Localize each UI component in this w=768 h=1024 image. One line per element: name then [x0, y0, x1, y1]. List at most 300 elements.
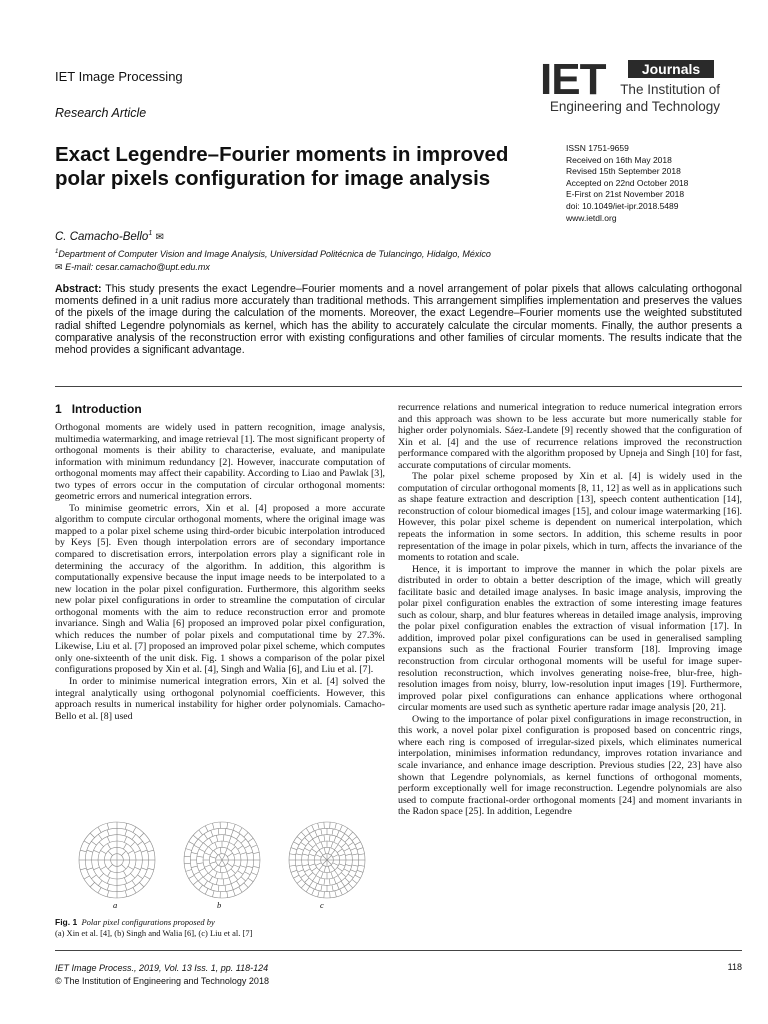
sector-line: [90, 833, 94, 837]
sector-line: [318, 891, 320, 897]
article-type: Research Article: [55, 106, 147, 120]
website-link[interactable]: www.ietdl.org: [566, 212, 617, 223]
sector-line: [357, 870, 363, 872]
sector-line: [244, 832, 248, 837]
sector-line: [358, 854, 364, 855]
sector-line: [133, 827, 136, 832]
sector-line: [204, 865, 210, 867]
sector-line: [98, 880, 102, 885]
sector-line: [107, 823, 109, 829]
sector-line: [296, 854, 302, 855]
sector-line: [218, 885, 219, 891]
sector-line: [291, 848, 297, 850]
sector-line: [297, 879, 302, 883]
sector-line: [321, 829, 322, 835]
sector-line: [218, 829, 219, 835]
sector-line: [214, 865, 218, 870]
sector-line: [251, 872, 257, 874]
sector-line: [225, 848, 228, 854]
sector-line: [344, 828, 347, 833]
logo-institution-line1: The Institution of: [620, 82, 720, 97]
sector-line: [137, 841, 142, 845]
sector-line: [90, 882, 94, 886]
article-meta: [566, 143, 746, 224]
sector-line: [139, 882, 143, 886]
sector-line: [238, 846, 243, 850]
sector-line: [321, 885, 322, 891]
sector-line: [345, 854, 351, 856]
sector-line: [204, 834, 208, 839]
polar-pixel-diagrams: [65, 820, 380, 900]
sector-line: [309, 854, 315, 856]
sector-line: [124, 837, 126, 843]
polar-disk-c: [289, 822, 365, 898]
sector-line: [184, 863, 190, 864]
caption-label: Fig. 1: [55, 917, 78, 927]
sector-line: [189, 842, 195, 845]
sector-line: [338, 876, 342, 881]
sector-line: [212, 823, 214, 829]
sector-line: [234, 865, 240, 867]
sector-line: [334, 878, 336, 884]
sector-line: [329, 835, 330, 841]
paper-title: Exact Legendre–Fourier moments in improved polar pixels configuration for image analysis: [55, 143, 509, 190]
footer-divider: [55, 950, 742, 951]
sector-line: [309, 864, 315, 866]
sector-line: [324, 848, 325, 854]
sector-line: [344, 848, 350, 851]
sector-line: [330, 822, 331, 828]
sector-line: [148, 868, 154, 870]
sector-line: [305, 848, 311, 851]
sector-line: [239, 887, 242, 892]
sector-line: [324, 835, 325, 841]
sector-line: [319, 865, 323, 870]
sector-line: [331, 865, 335, 870]
sector-line: [234, 853, 240, 855]
sector-line: [84, 876, 89, 879]
sector-line: [107, 878, 109, 884]
sector-line: [125, 891, 127, 897]
sector-line: [91, 841, 96, 845]
section-heading: [55, 402, 142, 416]
sector-line: [219, 860, 222, 865]
sector-line: [234, 840, 238, 845]
sector-line: [220, 866, 221, 872]
accepted-date: Accepted on 22nd October 2018: [566, 177, 689, 188]
sector-line: [337, 831, 339, 837]
sector-line: [227, 872, 229, 878]
sector-line: [94, 867, 100, 869]
sector-line: [305, 869, 311, 872]
sector-line: [216, 879, 217, 885]
sector-line: [248, 838, 253, 842]
sector-line: [241, 877, 246, 881]
sector-line: [335, 891, 337, 897]
sector-line: [315, 831, 317, 837]
sector-line: [231, 884, 233, 890]
sector-line: [357, 848, 363, 850]
sector-line: [358, 865, 364, 866]
sector-line: [220, 847, 221, 853]
sector-line: [209, 876, 212, 881]
sector-line: [348, 842, 353, 846]
sector-line: [321, 872, 323, 878]
sector-line: [227, 842, 229, 848]
sector-line: [334, 870, 338, 875]
sector-line: [227, 853, 232, 856]
sector-line: [108, 851, 112, 855]
sector-line: [302, 854, 308, 856]
sector-line: [144, 841, 149, 844]
sector-line: [253, 852, 259, 853]
sector-line: [107, 837, 109, 843]
journal-name: IET Image Processing: [55, 69, 183, 84]
figure-caption: [55, 917, 375, 939]
sector-line: [130, 873, 134, 877]
sector-line: [316, 870, 320, 875]
sector-line: [225, 829, 226, 835]
figure-label-b: b: [217, 900, 222, 910]
sector-line: [135, 850, 141, 852]
issn: ISSN 1751-9659: [566, 143, 629, 153]
sector-line: [309, 881, 313, 886]
sector-line: [308, 843, 313, 847]
sector-line: [332, 829, 333, 835]
sector-line: [344, 869, 350, 872]
sector-line: [215, 842, 217, 848]
sector-line: [204, 881, 208, 886]
sector-line: [123, 844, 126, 849]
sector-line: [327, 856, 331, 860]
polar-disk-a: [79, 822, 155, 898]
logo-journals-badge: Journals: [628, 60, 714, 78]
sector-line: [98, 827, 101, 832]
sector-line: [222, 855, 225, 860]
sector-line: [341, 843, 346, 847]
sector-line: [345, 878, 349, 882]
sector-line: [137, 875, 142, 879]
sector-line: [233, 890, 235, 896]
sector-line: [132, 834, 136, 839]
sector-line: [199, 885, 203, 890]
sector-line: [352, 879, 357, 883]
figure-1: [65, 820, 380, 920]
sector-line: [125, 884, 127, 890]
left-column: [55, 422, 385, 722]
sector-line: [214, 850, 218, 855]
sector-line: [130, 842, 134, 846]
sector-line: [215, 872, 217, 878]
section-title: Introduction: [71, 402, 142, 416]
sector-line: [191, 852, 197, 854]
sector-line: [333, 855, 339, 858]
sector-line: [194, 845, 200, 848]
sector-line: [334, 836, 336, 842]
polar-disk-b: [184, 822, 260, 898]
email-address[interactable]: E-mail: cesar.camacho@upt.edu.mx: [65, 262, 210, 272]
sector-line: [87, 868, 93, 870]
sector-line: [191, 866, 197, 868]
paragraph: recurrence relations and numerical integration to reduce numerical integration errors and this approach was shown to be less accurate but more numerically stable for higher order polynomials. Sáez-Landete [9] recently showed that the configuration of Xin et al. [4] and the use of recurrence relations improved the reconstruction performance compared with the algorithm proposed by Upneja and Singh [10] for fast, accurate computations of circular moments.: [398, 402, 742, 471]
page-number: 118: [727, 962, 742, 972]
sector-line: [306, 887, 309, 892]
sector-line: [329, 879, 330, 885]
sector-line: [128, 851, 133, 854]
sector-line: [91, 875, 96, 879]
sector-line: [123, 871, 126, 876]
right-column: [398, 402, 742, 818]
sector-line: [334, 845, 338, 850]
sector-line: [318, 836, 320, 842]
sector-line: [204, 853, 210, 855]
sector-line: [355, 875, 361, 878]
sector-line: [253, 866, 259, 867]
sector-line: [244, 883, 248, 888]
sector-line: [348, 832, 352, 837]
doi[interactable]: doi: 10.1049/iet-ipr.2018.5489: [566, 200, 679, 211]
sector-line: [98, 887, 101, 892]
sector-line: [132, 880, 136, 885]
received-date: Received on 16th May 2018: [566, 154, 672, 165]
paragraph: Owing to the importance of polar pixel configurations in image reconstruction, in this work, a novel polar pixel configuration is proposed based on concentric rings, where each ring is composed of irregular-sized pixels, which eliminates numerical interpolation, minimises information redundancy, improves rotation invariance and scale invariance, and enhance image description. Previous studies [22, 23] have also shown that Legendre polynomials, as kernel functions of orthogonal moments, perform exceptionally well for image reconstruction. Legendre polynomials are also used to compute fractional-order orthogonal moments [24] and moment invariants in the Radon space [25]. In addition, Legendre: [398, 713, 742, 818]
figure-label-a: a: [113, 900, 118, 910]
sector-line: [141, 850, 147, 852]
paragraph: In order to minimise numerical integration errors, Xin et al. [4] solved the integral analytically using orthogonal polynomial coefficients. However, this approach results in numerical instability for higher order polynomials. Camacho-Bello et al. [8] used: [55, 676, 385, 722]
sector-line: [331, 872, 333, 878]
sector-line: [350, 848, 356, 850]
sector-line: [301, 874, 306, 878]
sector-line: [197, 863, 203, 864]
sector-line: [331, 850, 335, 855]
sector-line: [348, 874, 353, 878]
sector-line: [144, 876, 149, 879]
sector-line: [313, 839, 317, 844]
sector-line: [316, 863, 322, 866]
sector-line: [345, 865, 351, 867]
sector-line: [212, 891, 214, 897]
sector-line: [352, 837, 357, 841]
sector-line: [197, 856, 203, 857]
sector-line: [107, 830, 109, 836]
sector-line: [210, 856, 216, 858]
sector-line: [294, 875, 300, 878]
sector-line: [205, 888, 208, 894]
paragraph: The polar pixel scheme proposed by Xin et al. [4] is widely used in the computation of circular orthogonal moments [8, 11, 12] as well as in applications such as shape feature extraction and description [13], speech content authentication [14], reconstruction of colour biomedical images [15], and colour image watermarking [16]. However, this polar pixel scheme is dependent on numerical interpolation, which repeats the information in some sectors. In addition, this scheme results in poor representation of the image in polar pixels, which in turn, affects the invariance of the moments to rotation and scale.: [398, 471, 742, 564]
figure-label-c: c: [320, 900, 324, 910]
sector-line: [316, 855, 322, 858]
sector-line: [244, 845, 250, 848]
sector-line: [80, 850, 86, 852]
sector-line: [236, 881, 240, 886]
sector-line: [323, 860, 327, 864]
sector-line: [350, 870, 356, 872]
sector-line: [121, 864, 125, 868]
sector-line: [80, 868, 86, 870]
sector-line: [338, 839, 342, 844]
sector-line: [107, 891, 109, 897]
sector-line: [341, 881, 345, 886]
sector-line: [241, 839, 246, 843]
author-name: C. Camacho-Bello: [55, 230, 149, 243]
sector-line: [135, 867, 141, 869]
sector-line: [345, 838, 349, 842]
copyright: © The Institution of Engineering and Technology 2018: [55, 976, 269, 986]
sector-line: [335, 823, 337, 829]
sector-line: [290, 865, 296, 866]
sector-line: [209, 847, 213, 851]
sector-line: [355, 842, 361, 845]
sector-line: [186, 869, 192, 871]
envelope-icon: ✉: [55, 262, 63, 272]
sector-line: [244, 872, 250, 875]
sector-line: [209, 838, 212, 843]
sector-line: [199, 849, 205, 852]
sector-line: [324, 879, 325, 885]
sector-line: [312, 867, 317, 871]
sector-line: [189, 875, 195, 878]
sector-line: [236, 834, 240, 839]
sector-line: [302, 865, 308, 867]
sector-line: [312, 825, 315, 831]
sector-line: [301, 883, 305, 888]
sector-line: [133, 887, 136, 892]
sector-line: [339, 864, 345, 866]
sector-line: [234, 875, 238, 880]
sector-line: [331, 842, 333, 848]
sector-line: [219, 855, 222, 860]
sector-line: [203, 843, 208, 847]
sector-line: [225, 885, 226, 891]
sector-line: [348, 883, 352, 888]
sector-line: [324, 822, 325, 828]
sector-line: [209, 869, 213, 873]
sector-line: [210, 862, 216, 864]
sector-line: [321, 842, 323, 848]
sector-line: [211, 884, 213, 890]
sector-line: [98, 834, 102, 839]
sector-line: [247, 852, 253, 854]
sector-line: [340, 825, 343, 831]
paragraph: To minimise geometric errors, Xin et al. [4] proposed a more accurate algorithm to compute circular orthogonal moments, where the original image was mapped to a polar pixel scheme using third-order bicubic interpolation introduced by Keys [5]. Even though interpolation errors are of secondary importance compared to discretisation errors, interpolation errors play a significant role in determining the accuracy of the algorithm. In addition, this algorithm is computationally expensive because the input image needs to be interpolated to a new location in the polar pixel configuration. Furthermore, this algorithm seeks new polar pixel configurations in order to streamline the computation of circular orthogonal moments with the aim to reduce reconstruction error and promote invariance. Singh and Walia [6] proposed an improved polar pixel configuration, which reduces the number of polar pixels and computational time by 27.3%. Likewise, Liu et al. [7] proposed an improved polar pixel scheme, which computes only one-sixteenth of the unit disk. Fig. 1 shows a comparison of the polar pixel configurations proposed by Xin et al. [4], Singh and Walia [6], and Liu et al. [7].: [55, 502, 385, 676]
sector-line: [229, 878, 231, 884]
sector-line: [352, 854, 358, 855]
sector-line: [240, 866, 246, 868]
sector-line: [318, 878, 320, 884]
sector-line: [318, 823, 320, 829]
sector-line: [87, 850, 93, 852]
sector-line: [344, 887, 347, 892]
sector-line: [229, 836, 231, 842]
sector-line: [148, 850, 154, 852]
sector-line: [305, 838, 309, 842]
sector-line: [308, 873, 313, 877]
sector-line: [231, 830, 233, 836]
abstract-label: Abstract:: [55, 283, 102, 295]
sector-line: [330, 892, 331, 898]
abstract: [55, 283, 742, 356]
sector-line: [328, 848, 329, 854]
sector-line: [316, 845, 320, 850]
iet-logo: [540, 55, 720, 124]
email-line: [55, 262, 210, 273]
sector-line: [199, 830, 203, 835]
sector-line: [337, 883, 339, 889]
sector-line: [297, 837, 302, 841]
sector-line: [203, 873, 208, 877]
sector-line: [99, 873, 103, 877]
sector-line: [231, 847, 235, 851]
sector-line: [125, 830, 127, 836]
sector-line: [309, 834, 313, 839]
affiliation: [55, 249, 491, 259]
sector-line: [251, 845, 257, 847]
author-line: [55, 230, 164, 243]
sector-line: [216, 835, 217, 841]
envelope-icon[interactable]: ✉: [155, 231, 164, 243]
sector-line: [337, 849, 342, 853]
sector-line: [101, 851, 106, 854]
sector-line: [84, 841, 89, 844]
sector-line: [305, 878, 309, 882]
sector-line: [340, 889, 343, 895]
efirst-date: E-First on 21st November 2018: [566, 189, 685, 200]
logo-institution-line2: Engineering and Technology: [549, 99, 720, 114]
sector-line: [211, 830, 213, 836]
divider: [55, 386, 742, 387]
sector-line: [184, 856, 190, 857]
sector-line: [193, 835, 198, 839]
sector-line: [301, 832, 305, 837]
sector-line: [337, 867, 342, 871]
sector-line: [139, 833, 143, 837]
sector-line: [186, 849, 192, 851]
section-number: 1: [55, 402, 62, 416]
sector-line: [291, 870, 297, 872]
author-sup: 1: [148, 230, 153, 237]
sector-line: [296, 865, 302, 866]
sector-line: [333, 863, 339, 866]
sector-line: [121, 851, 125, 855]
sector-line: [233, 824, 235, 830]
sector-line: [339, 854, 345, 856]
paragraph: Orthogonal moments are widely used in pattern recognition, image analysis, multimedia watermarking, and image retrieval [1]. The most significant property of orthogonal moments is their ability to characterise, evaluate, and manipulate information with minimum redundancy [2]. However, inaccurate computation of orthogonal moments may affect their capability. According to Liao and Pawlak [3], two types of errors occur in the computation of circular orthogonal moments: geometric errors and numerical integration errors.: [55, 422, 385, 503]
sector-line: [294, 842, 300, 845]
sector-line: [248, 878, 253, 882]
sector-line: [332, 885, 333, 891]
sector-line: [108, 844, 111, 849]
sector-line: [101, 866, 106, 869]
revised-date: Revised 15th September 2018: [566, 166, 681, 177]
affiliation-text: Department of Computer Vision and Image Analysis, Universidad Politécnica de Tulancingo, Hidalgo, México: [58, 249, 491, 259]
sector-line: [306, 828, 309, 833]
sector-line: [205, 826, 208, 832]
sector-line: [239, 828, 242, 833]
sector-line: [227, 863, 232, 866]
sector-line: [99, 842, 103, 846]
sector-line: [312, 849, 317, 853]
sector-line: [298, 870, 304, 872]
sector-line: [222, 860, 225, 865]
sector-line: [319, 850, 323, 855]
sector-line: [108, 871, 111, 876]
paragraph: Hence, it is important to improve the manner in which the polar pixels are distributed in order to obtain a better description of the image, which will greatly facilitate basic and detailed image analyses. In basic image analysis, improving the polar pixel configuration enables the extraction of some interesting image features such as colour, sharp, and blur features whereas in detailed image analysis, improving the polar pixel configuration enables the extraction of visual information [17]. In addition, improved polar pixel configurations can be used in generalised sampling expansions such as the fractional Fourier transform [18]. Improving image reconstruction from circular orthogonal moments will be useful for image super-resolution reconstruction, which involves generating noise-free, blur-free, high-resolution images from noisy, blurry, low-resolution input images [19]. Furthermore, improved polar pixel configurations can enhance applications where orthogonal circular moments are used such as synthetic aperture radar image analysis [20, 21].: [398, 563, 742, 714]
sector-line: [231, 869, 235, 873]
sector-line: [107, 884, 109, 890]
sector-line: [124, 878, 126, 884]
sector-line: [324, 892, 325, 898]
sector-line: [238, 871, 243, 875]
